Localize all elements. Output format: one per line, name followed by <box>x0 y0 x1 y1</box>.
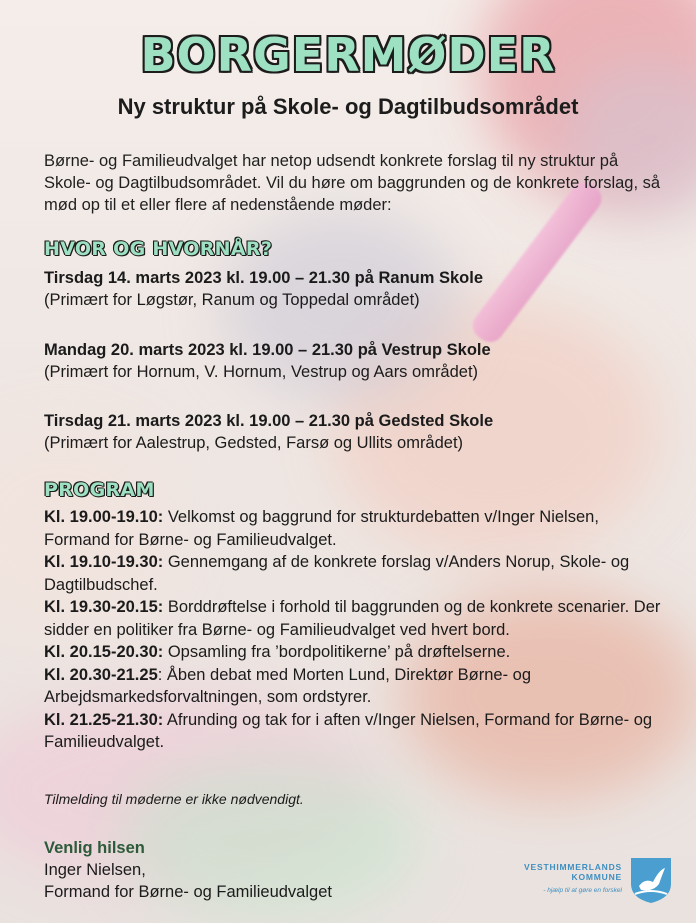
program-text: Opsamling fra ’bordpolitikerne’ på drøftelserne. <box>163 643 511 661</box>
page-subtitle: Ny struktur på Skole- og Dagtilbudsområdet <box>117 94 579 119</box>
meeting-audience: (Primært for Hornum, V. Hornum, Vestrup og Aars området) <box>44 363 479 381</box>
signature-block <box>44 837 332 903</box>
signer-role: Formand for Børne- og Familieudvalget <box>44 883 332 901</box>
greeting-heading: Venlig hilsen <box>44 839 145 857</box>
program-time: Kl. 19.00-19.10: <box>44 508 164 526</box>
program-item <box>44 596 664 641</box>
page-title: BORGERMØDER <box>140 28 556 82</box>
program-item <box>44 641 664 664</box>
program-item <box>44 506 664 551</box>
meeting-audience: (Primært for Løgstør, Ranum og Toppedal området) <box>44 291 420 309</box>
program-text: Gennemgang af de konkrete forslag v/Anders Norup, Skole- og Dagtilbudschef. <box>44 553 630 594</box>
logo-wordmark: VESTHIMMERLANDS KOMMUNE <box>524 862 622 882</box>
registration-note: Tilmelding til møderne er ikke nødvendigt. <box>44 791 304 807</box>
where-when-heading: HVOR OG HVORNÅR? <box>44 238 273 260</box>
program-item <box>44 664 664 709</box>
meeting-item <box>44 339 664 383</box>
program-text: Borddrøftelse i forhold til baggrunden og de konkrete scenarier. Der sidder en politiker fra Børne- og Familieudvalget ved hvert bord. <box>44 598 661 639</box>
crest-icon <box>629 856 673 904</box>
program-item <box>44 709 664 754</box>
program-text: Velkomst og baggrund for strukturdebatten v/Inger Nielsen, Formand for Børne- og Familieudvalget. <box>44 508 599 549</box>
program-time: Kl. 19.30-20.15: <box>44 598 164 616</box>
intro-paragraph: Børne- og Familieudvalget har netop udsendt konkrete forslag til ny struktur på Skole- og Dagtilbudsområdet. Vil du høre om baggrunden og de konkrete forslag, så mød op til et eller flere af nedenstående møder: <box>44 152 661 214</box>
meeting-when: Mandag 20. marts 2023 kl. 19.00 – 21.30 på Vestrup Skole <box>44 341 491 359</box>
meeting-audience: (Primært for Aalestrup, Gedsted, Farsø og Ullits området) <box>44 434 464 452</box>
meeting-when: Tirsdag 14. marts 2023 kl. 19.00 – 21.30 på Ranum Skole <box>44 269 484 287</box>
program-text: : Åben debat med Morten Lund, Direktør Børne- og Arbejdsmarkedsforvaltningen, som ordstyrer. <box>44 665 532 706</box>
meeting-item <box>44 267 664 311</box>
meeting-item <box>44 410 664 454</box>
program-list <box>44 506 664 754</box>
program-time: Kl. 20.30-21.25 <box>44 665 158 684</box>
program-time: Kl. 20.15-20.30: <box>44 643 164 661</box>
logo-tagline: - hjælp til at gøre en forskel <box>543 887 622 894</box>
municipality-logo <box>502 856 682 906</box>
signer-name: Inger Nielsen, <box>44 861 146 879</box>
program-text: Afrunding og tak for i aften v/Inger Nielsen, Formand for Børne- og Familieudvalget. <box>44 710 653 751</box>
meeting-when: Tirsdag 21. marts 2023 kl. 19.00 – 21.30 på Gedsted Skole <box>44 412 494 430</box>
program-heading: PROGRAM <box>44 479 155 501</box>
program-item <box>44 551 664 596</box>
program-time: Kl. 21.25-21.30: <box>44 710 164 729</box>
program-time: Kl. 19.10-19.30: <box>44 553 164 571</box>
